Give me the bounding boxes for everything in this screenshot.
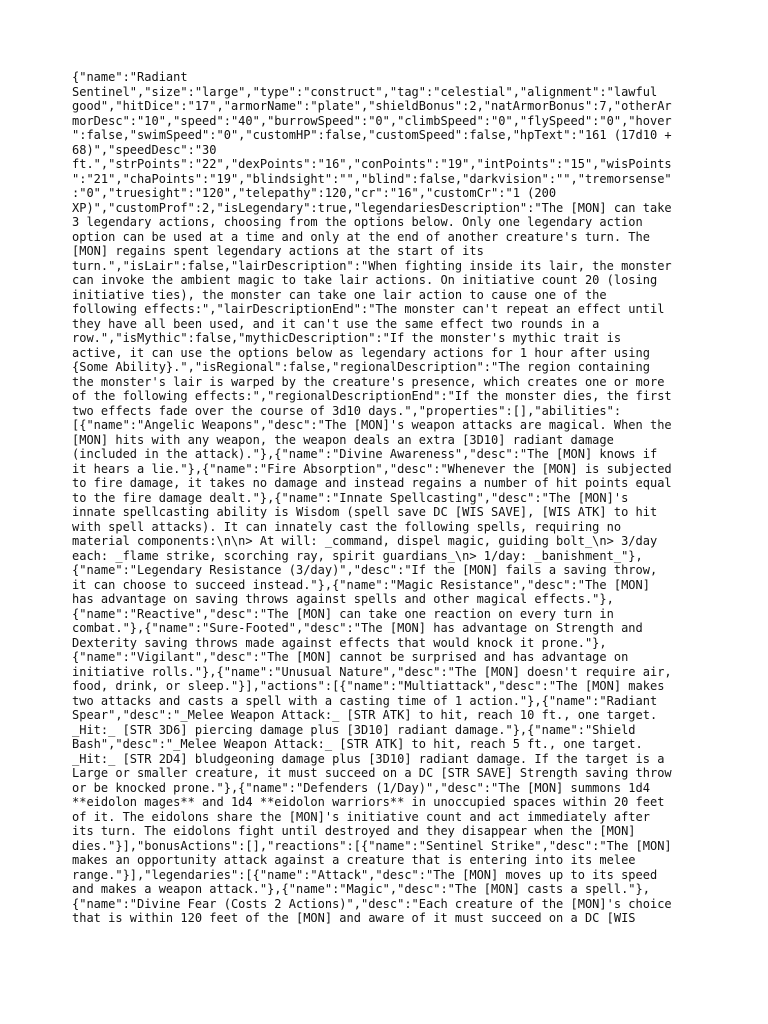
text-line: the monster's lair is warped by the creature's presence, which creates one or more xyxy=(72,374,665,389)
text-line: [MON] regains spent legendary actions at the start of its xyxy=(72,244,484,258)
text-line: they have all been used, and it can't use the same effect two rounds in a xyxy=(72,316,600,331)
text-line: it can choose to succeed instead."},{"name":"Magic Resistance","desc":"The [MON] xyxy=(72,577,650,592)
text-line: food, drink, or sleep."}],"actions":[{"name":"Multiattack","desc":"The [MON] makes xyxy=(72,679,665,693)
text-line: each: _flame strike, scorching ray, spirit guardians_\n> 1/day: _banishment_"}, xyxy=(72,548,643,563)
text-line: ":"21","chaPoints":"19","blindsight":"","blind":false,"darkvision":"","tremorsense" xyxy=(72,171,672,186)
text-line: with spell attacks). It can innately cast the following spells, requiring no xyxy=(72,519,622,534)
text-line: or be knocked prone."},{"name":"Defenders (1/Day)","desc":"The [MON] summons 1d4 xyxy=(72,780,650,795)
text-line: ft.","strPoints":"22","dexPoints":"16","conPoints":"19","intPoints":"15","wisPoints xyxy=(72,157,672,171)
text-line: ":false,"swimSpeed":"0","customHP":false,"customSpeed":false,"hpText":"161 (17d10 + xyxy=(72,128,672,142)
text-line: row.","isMythic":false,"mythicDescription":"If the monster's mythic trait is xyxy=(72,331,622,345)
text-line: morDesc":"10","speed":"40","burrowSpeed":"0","climbSpeed":"0","flySpeed":"0","hover xyxy=(72,113,672,128)
text-line: turn.","isLair":false,"lairDescription":"When fighting inside its lair, the monster xyxy=(72,258,672,273)
text-line: [MON] hits with any weapon, the weapon deals an extra [3D10] radiant damage xyxy=(72,432,614,447)
text-line: :"0","truesight":"120","telepathy":120,"cr":"16","customCr":"1 (200 xyxy=(72,186,557,200)
text-line: {"name":"Radiant xyxy=(72,70,188,84)
text-line: active, it can use the options below as legendary actions for 1 hour after using xyxy=(72,345,650,360)
text-line: initiative ties), the monster can take one lair action to cause one of the xyxy=(72,287,607,302)
text-line: following effects:","lairDescriptionEnd":"The monster can't repeat an effect until xyxy=(72,302,665,316)
text-line: combat."},{"name":"Sure-Footed","desc":"The [MON] has advantage on Strength and xyxy=(72,621,643,635)
text-line: and makes a weapon attack."},{"name":"Magic","desc":"The [MON] casts a spell."}, xyxy=(72,882,650,896)
json-text-body xyxy=(72,70,698,926)
text-line: XP)","customProf":2,"isLegendary":true,"legendariesDescription":"The [MON] can take xyxy=(72,200,672,215)
text-line: **eidolon mages** and 1d4 **eidolon warriors** in unoccupied spaces within 20 feet xyxy=(72,795,665,809)
text-line: makes an opportunity attack against a creature that is entering into its melee xyxy=(72,853,636,867)
text-line: {"name":"Vigilant","desc":"The [MON] cannot be surprised and has advantage on xyxy=(72,650,629,664)
text-line: two effects fade over the course of 3d10 days.","properties":[],"abilities": xyxy=(72,403,622,418)
text-line: can invoke the ambient magic to take lair actions. On initiative count 20 (losing xyxy=(72,273,658,287)
text-line: [{"name":"Angelic Weapons","desc":"The [MON]'s weapon attacks are magical. When the xyxy=(72,418,672,432)
text-line: material components:\n\n> At will: _command, dispel magic, guiding bolt_\n> 3/day xyxy=(72,534,658,548)
text-line: Dexterity saving throws made against effects that would knock it prone."}, xyxy=(72,635,607,650)
text-line: has advantage on saving throws against spells and other magical effects."}, xyxy=(72,592,614,606)
text-line: good","hitDice":"17","armorName":"plate","shieldBonus":2,"natArmorBonus":7,"otherAr xyxy=(72,99,672,113)
text-line: 68)","speedDesc":"30 xyxy=(72,142,217,157)
text-line: to the fire damage dealt."},{"name":"Innate Spellcasting","desc":"The [MON]'s xyxy=(72,490,629,505)
text-line: 3 legendary actions, choosing from the options below. Only one legendary action xyxy=(72,215,643,229)
text-line: that is within 120 feet of the [MON] and aware of it must succeed on a DC [WIS xyxy=(72,911,636,925)
text-line: Sentinel","size":"large","type":"construct","tag":"celestial","alignment":"lawful xyxy=(72,84,658,99)
text-line: _Hit:_ [STR 3D6] piercing damage plus [3D10] radiant damage."},{"name":"Shield xyxy=(72,722,636,737)
text-line: {"name":"Reactive","desc":"The [MON] can take one reaction on every turn in xyxy=(72,606,614,621)
text-line: Spear","desc":"_Melee Weapon Attack:_ [STR ATK] to hit, reach 10 ft., one target. xyxy=(72,708,658,722)
text-line: innate spellcasting ability is Wisdom (spell save DC [WIS SAVE], [WIS ATK] to hit xyxy=(72,505,658,519)
text-line: two attacks and casts a spell with a casting time of 1 action."},{"name":"Radiant xyxy=(72,693,658,708)
text-line: {"name":"Divine Fear (Costs 2 Actions)","desc":"Each creature of the [MON]'s choice xyxy=(72,896,672,911)
text-line: range."}],"legendaries":[{"name":"Attack","desc":"The [MON] moves up to its speed xyxy=(72,867,658,882)
text-line: its turn. The eidolons fight until destroyed and they disappear when the [MON] xyxy=(72,824,636,838)
text-line: to fire damage, it takes no damage and instead regains a number of hit points equal xyxy=(72,476,672,490)
text-line: _Hit:_ [STR 2D4] bludgeoning damage plus [3D10] radiant damage. If the target is a xyxy=(72,751,665,766)
text-line: initiative rolls."},{"name":"Unusual Nature","desc":"The [MON] doesn't require air, xyxy=(72,664,672,679)
text-line: {"name":"Legendary Resistance (3/day)","desc":"If the [MON] fails a saving throw, xyxy=(72,563,658,577)
text-line: Large or smaller creature, it must succeed on a DC [STR SAVE] Strength saving throw xyxy=(72,766,672,780)
text-line: option can be used at a time and only at the end of another creature's turn. The xyxy=(72,229,650,244)
text-line: (included in the attack)."},{"name":"Divine Awareness","desc":"The [MON] knows if xyxy=(72,447,658,461)
text-line: {Some Ability}.","isRegional":false,"regionalDescription":"The region containing xyxy=(72,360,650,374)
text-line: it hears a lie."},{"name":"Fire Absorption","desc":"Whenever the [MON] is subjected xyxy=(72,461,672,476)
text-line: dies."}],"bonusActions":[],"reactions":[{"name":"Sentinel Strike","desc":"The [MON] xyxy=(72,838,672,853)
text-line: of it. The eidolons share the [MON]'s initiative count and act immediately after xyxy=(72,809,650,824)
text-line: Bash","desc":"_Melee Weapon Attack:_ [STR ATK] to hit, reach 5 ft., one target. xyxy=(72,737,643,751)
text-line: of the following effects:","regionalDescriptionEnd":"If the monster dies, the first xyxy=(72,389,672,403)
document-page xyxy=(72,70,698,926)
